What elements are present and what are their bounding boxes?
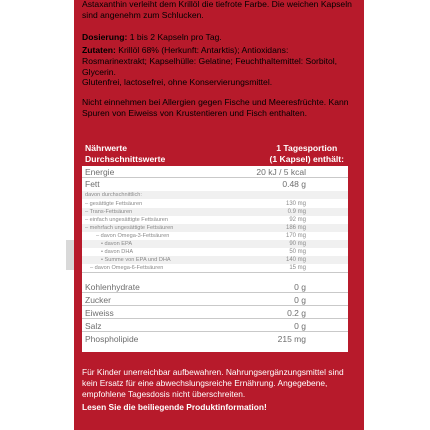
intro-text [82,0,352,21]
footer-warning: Für Kinder unerreichbar aufbewahren. Nahrungsergänzungsmittel sind kein Ersatz für eine abwechslungsreiche Ernährung. Angegebene, empfohlene Tagesdosis nicht überschreiten. [82,367,344,399]
table-row [82,320,348,332]
nutrition-table [82,166,348,352]
table-row [82,294,348,306]
detail-label: • davon EPA [101,241,133,247]
detail-label: – einfach ungesättigte Fettsäuren [85,217,169,223]
table-row [82,307,348,319]
detail-label: – gesättigte Fettsäuren [85,201,143,207]
dosage-value: 1 bis 2 Kapseln pro Tag. [127,32,222,42]
row-value: 215 mg [277,334,306,344]
row-label: Phospholipide [85,334,139,344]
fat-intro-label: davon durchschnittlich: [85,192,142,198]
row-label: Kohlenhydrate [85,282,140,292]
detail-value: 90 mg [289,241,306,247]
row-label: Eiweiss [85,308,114,318]
detail-value: 50 mg [289,249,306,255]
detail-label: – davon Omega-3-Fettsäuren [96,233,170,239]
detail-label: – mehrfach ungesättigte Fettsäuren [85,225,174,231]
detail-value: 15 mg [289,265,306,271]
detail-label: – Trans-Fettsäuren [85,209,133,215]
ingredients-label: Zutaten: [82,45,116,55]
header-left-line-1: Nährwerte [85,143,128,153]
detail-value: 0.9 mg [287,209,306,215]
divider [82,272,348,273]
detail-label: • davon DHA [101,249,134,255]
row-value: 0 g [294,321,306,331]
header-right-line-1: 1 Tagesportion [276,143,338,153]
ingredients-text [82,45,352,88]
allergy-text [82,97,352,119]
dosage-label: Dosierung: [82,32,128,42]
table-row [82,166,348,178]
row-value: 0 g [294,282,306,292]
header-left-line-2: Durchschnittswerte [85,153,166,164]
nutrition-table-header [82,142,348,164]
header-right-line-2: (1 Kapsel) enthält: [269,153,344,164]
detail-label: – davon Omega-6-Fettsäuren [90,265,164,271]
row-value: 20 kJ / 5 kcal [256,167,306,177]
intro-text-content: Astaxanthin verleiht dem Krillöl die tiefrote Farbe. Die weichen Kapseln sind angenehm zum Schlucken. [82,0,352,20]
row-value: 0 g [294,295,306,305]
footer-text [82,367,350,413]
row-label: Energie [85,167,115,177]
detail-value: 170 mg [285,233,306,239]
row-label: Zucker [85,295,111,305]
detail-value: 92 mg [289,217,306,223]
detail-value: 140 mg [285,257,306,263]
table-row [82,281,348,293]
allergy-content: Nicht einnehmen bei Allergien gegen Fische und Meeresfrüchte. Kann Spuren von Eiweiss von Krustentieren und Fisch enthalten. [82,97,349,118]
row-label: Fett [85,179,100,189]
table-row [82,333,348,344]
header-right [270,143,345,164]
detail-label: • Summe von EPA und DHA [101,257,171,263]
package-edge [66,240,74,270]
ingredients-extra: Glutenfrei, lactosefrei, ohne Konservierungsmittel. [82,77,273,88]
detail-value: 130 mg [285,201,306,207]
footer-cta: Lesen Sie die beiliegende Produktinformation! [82,402,267,412]
ingredients-value: Krillöl 68% (Herkunft: Antarktis); Antioxidans: Rosmarinextrakt; Kapselhülle: Gelatine; Feuchthaltemittel: Sorbitol, Glycerin. [82,45,338,77]
dosage-text [82,32,352,43]
row-value: 0.2 g [287,308,306,318]
header-left [85,143,165,164]
row-label: Salz [85,321,102,331]
detail-value: 186 mg [285,225,306,231]
row-value: 0.48 g [282,179,306,189]
